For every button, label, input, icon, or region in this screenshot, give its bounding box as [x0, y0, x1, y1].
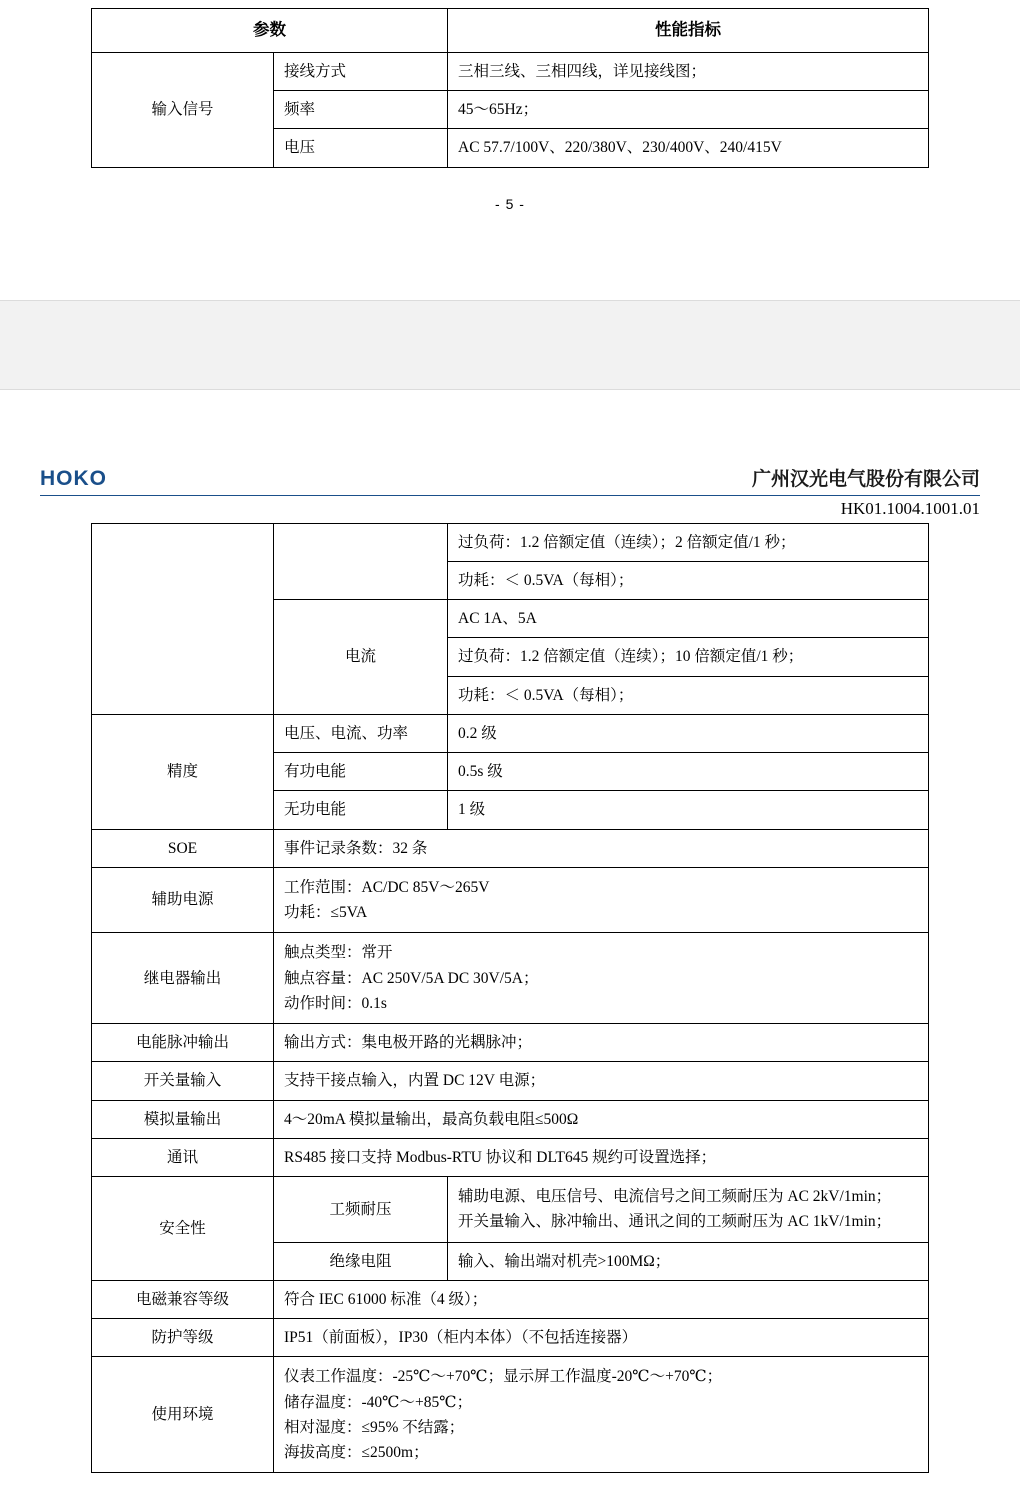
row-label-accuracy: 精度	[92, 714, 274, 829]
row-label-pulse-output: 电能脉冲输出	[92, 1024, 274, 1062]
sub-label-frequency: 频率	[274, 91, 448, 129]
table-row	[92, 714, 929, 752]
page-top-margin	[0, 390, 1020, 442]
sub-label-accuracy-active-energy: 有功电能	[274, 753, 448, 791]
row-label-safety: 安全性	[92, 1177, 274, 1281]
row-label-aux-power: 辅助电源	[92, 867, 274, 933]
row-label-relay-output: 继电器输出	[92, 933, 274, 1024]
value-voltage-overload: 过负荷：1.2 倍额定值（连续）；2 倍额定值/1 秒；	[448, 523, 929, 561]
row-label-protection: 防护等级	[92, 1319, 274, 1357]
value-accuracy-active-energy: 0.5s 级	[448, 753, 929, 791]
sub-label-accuracy-vip: 电压、电流、功率	[274, 714, 448, 752]
value-ao-output: 4～20mA 模拟量输出，最高负载电阻≤500Ω	[274, 1100, 929, 1138]
value-relay-output	[274, 933, 929, 1024]
table-row	[92, 1280, 929, 1318]
page-two	[0, 442, 1020, 1474]
row-group-label-input-signal: 输入信号	[92, 52, 274, 167]
table-row	[92, 829, 929, 867]
value-current-overload: 过负荷：1.2 倍额定值（连续）；10 倍额定值/1 秒；	[448, 638, 929, 676]
row-label-soe: SOE	[92, 829, 274, 867]
value-dielectric-strength	[448, 1177, 929, 1243]
value-current-rating: AC 1A、5A	[448, 600, 929, 638]
aux-power-range: 工作范围：AC/DC 85V～265V	[284, 878, 490, 896]
env-storage-temp: 储存温度：-40℃～+85℃；	[284, 1393, 473, 1411]
value-accuracy-vip: 0.2 级	[448, 714, 929, 752]
value-wiring: 三相三线、三相四线，详见接线图；	[448, 52, 929, 90]
value-pulse-output: 输出方式：集电极开路的光耦脉冲；	[274, 1024, 929, 1062]
voltage-continued-sub	[274, 523, 448, 600]
dielectric-line-1: 辅助电源、电压信号、电流信号之间工频耐压为 AC 2kV/1min；	[458, 1188, 892, 1205]
value-voltage-consumption: 功耗：＜ 0.5VA（每相）；	[448, 561, 929, 599]
input-signal-table	[91, 8, 929, 168]
value-environment	[274, 1357, 929, 1473]
table-row	[92, 1062, 929, 1100]
table-row	[92, 523, 929, 561]
table-row	[92, 933, 929, 1024]
column-header-performance: 性能指标	[448, 9, 929, 53]
aux-power-consumption: 功耗：≤5VA	[284, 904, 368, 921]
value-soe: 事件记录条数：32 条	[274, 829, 929, 867]
table-row	[92, 1177, 929, 1243]
row-label-ao-output: 模拟量输出	[92, 1100, 274, 1138]
value-current-consumption: 功耗：＜ 0.5VA（每相）；	[448, 676, 929, 714]
company-name: 广州汉光电气股份有限公司	[751, 467, 980, 490]
sub-label-insulation-resistance: 绝缘电阻	[274, 1242, 448, 1280]
sub-label-dielectric-strength: 工频耐压	[274, 1177, 448, 1243]
column-header-parameter: 参数	[92, 9, 448, 53]
table-row	[92, 867, 929, 933]
value-insulation-resistance: 输入、输出端对机壳>100MΩ；	[448, 1242, 929, 1280]
table-row	[92, 52, 929, 90]
dielectric-line-2: 开关量输入、脉冲输出、通讯之间的工频耐压为 AC 1kV/1min；	[458, 1213, 892, 1231]
table-header-row	[92, 9, 929, 53]
document-code: HK01.1004.1001.01	[840, 498, 980, 518]
row-label-communication: 通讯	[92, 1138, 274, 1176]
sub-label-wiring: 接线方式	[274, 52, 448, 90]
sub-label-voltage: 电压	[274, 129, 448, 167]
value-aux-power	[274, 867, 929, 933]
page-break-separator	[0, 300, 1020, 390]
table-row	[92, 1100, 929, 1138]
value-communication: RS485 接口支持 Modbus-RTU 协议和 DLT645 规约可设置选择；	[274, 1138, 929, 1176]
sub-label-accuracy-reactive-energy: 无功电能	[274, 791, 448, 829]
spacer-cell	[92, 523, 274, 714]
env-operating-temp: 仪表工作温度：-25℃～+70℃；显示屏工作温度-20℃～+70℃；	[284, 1368, 723, 1386]
value-voltage: AC 57.7/100V、220/380V、230/400V、240/415V	[448, 129, 929, 167]
page-number: - 5 -	[495, 195, 525, 212]
env-humidity: 相对湿度：≤95% 不结露；	[284, 1418, 465, 1436]
value-frequency: 45～65Hz；	[448, 91, 929, 129]
relay-action-time: 动作时间：0.1s	[284, 994, 387, 1012]
relay-contact-type: 触点类型：常开	[284, 944, 393, 962]
header-divider	[40, 495, 980, 496]
table-row	[92, 1319, 929, 1357]
table-row	[92, 1024, 929, 1062]
row-label-current: 电流	[274, 600, 448, 715]
row-label-di-input: 开关量输入	[92, 1062, 274, 1100]
relay-contact-capacity: 触点容量：AC 250V/5A DC 30V/5A；	[284, 969, 539, 987]
value-protection: IP51（前面板），IP30（柜内本体）（不包括连接器）	[274, 1319, 929, 1357]
value-accuracy-reactive-energy: 1 级	[448, 791, 929, 829]
hoko-logo: HOKO	[40, 466, 107, 490]
page-one	[0, 0, 1020, 212]
page-header	[40, 464, 980, 523]
env-altitude: 海拔高度：≤2500m；	[284, 1444, 429, 1461]
table-row	[92, 1138, 929, 1176]
specification-table	[91, 523, 929, 1474]
value-emc: 符合 IEC 61000 标准（4 级）；	[274, 1280, 929, 1318]
value-di-input: 支持干接点输入，内置 DC 12V 电源；	[274, 1062, 929, 1100]
table-row	[92, 1357, 929, 1473]
row-label-environment: 使用环境	[92, 1357, 274, 1473]
row-label-emc: 电磁兼容等级	[92, 1280, 274, 1318]
